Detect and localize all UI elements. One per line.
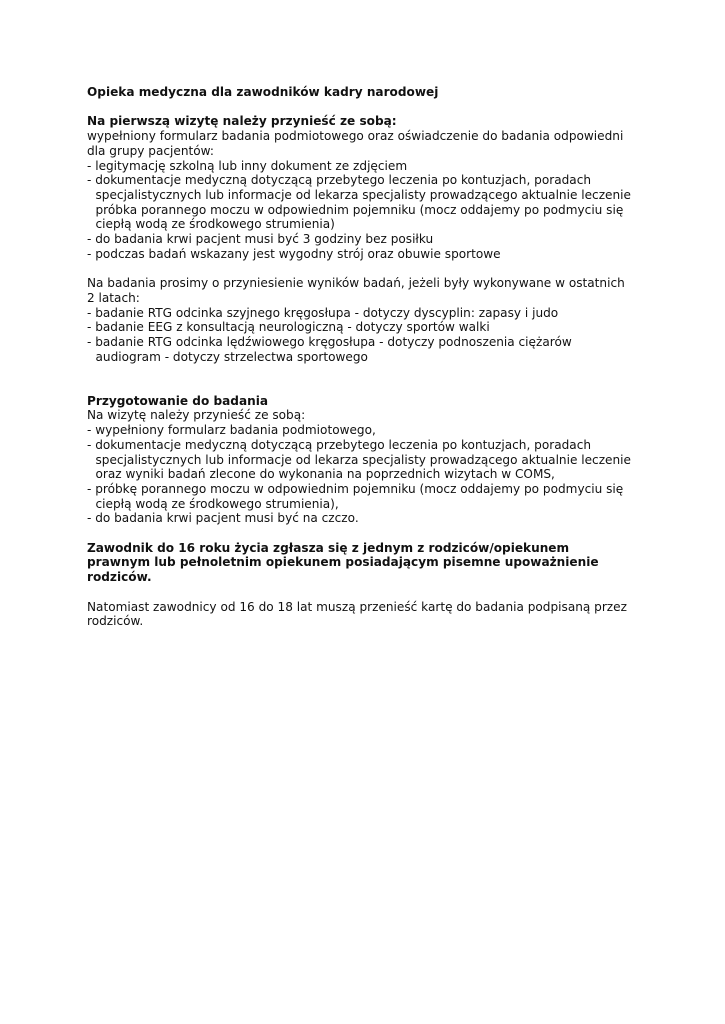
section3-list-item-continuation: ciepłą wodą ze środkowego strumienia), (95, 496, 339, 511)
section1-heading: Na pierwszą wizytę należy przynieść ze sobą: (87, 114, 397, 129)
guardian-notice-line: prawnym lub pełnoletnim opiekunem posiadającym pisemne upoważnienie (87, 555, 599, 570)
section2-list-item: - badanie EEG z konsultacją neurologiczną - dotyczy sportów walki (87, 320, 490, 335)
section3-list-item: - dokumentacje medyczną dotyczącą przebytego leczenia po kontuzjach, poradach (87, 437, 592, 452)
section3-list-item: - wypełniony formularz badania podmiotowego, (87, 423, 376, 438)
section2-list-item: - badanie RTG odcinka lędźwiowego kręgosłupa - dotyczy podnoszenia ciężarów (87, 334, 572, 349)
section3-list-item: - do badania krwi pacjent musi być na czczo. (87, 511, 359, 526)
section2-list-item: - badanie RTG odcinka szyjnego kręgosłupa - dotyczy dyscyplin: zapasy i judo (87, 305, 559, 320)
section3-intro: Na wizytę należy przynieść ze sobą: (87, 408, 306, 423)
section1-list-item: - dokumentacje medyczną dotyczącą przebytego leczenia po kontuzjach, poradach (87, 173, 592, 188)
section1-list-item: - legitymację szkolną lub inny dokument ze zdjęciem (87, 158, 408, 173)
section2-intro-line: 2 latach: (87, 290, 140, 305)
section1-intro-line: dla grupy pacjentów: (87, 143, 214, 158)
section3-list-item: - próbkę porannego moczu w odpowiednim pojemniku (mocz oddajemy po podmyciu się (87, 481, 624, 496)
document-title: Opieka medyczna dla zawodników kadry narodowej (87, 85, 439, 99)
closing-line: Natomiast zawodnicy od 16 do 18 lat muszą przenieść kartę do badania podpisaną przez (87, 599, 627, 614)
section3-list-item-continuation: oraz wyniki badań zlecone do wykonania na poprzednich wizytach w COMS, (95, 467, 555, 482)
section1-list-item-continuation: specjalistycznych lub informacje od lekarza specjalisty prowadzącego aktualnie leczenie (95, 187, 631, 202)
section3-heading: Przygotowanie do badania (87, 393, 269, 408)
guardian-notice-line: rodziców. (87, 570, 152, 585)
guardian-notice-line: Zawodnik do 16 roku życia zgłasza się z jednym z rodziców/opiekunem (87, 540, 570, 555)
section1-list-item-continuation: ciepłą wodą ze środkowego strumienia) (95, 217, 335, 232)
document-page (87, 85, 647, 629)
section2-intro-line: Na badania prosimy o przyniesienie wyników badań, jeżeli były wykonywane w ostatnich (87, 276, 625, 291)
closing-line: rodziców. (87, 614, 144, 629)
section1-list-item-continuation: próbka porannego moczu w odpowiednim pojemniku (mocz oddajemy po podmyciu się (95, 202, 624, 217)
section1-intro-line: wypełniony formularz badania podmiotowego oraz oświadczenie do badania odpowiedni (87, 129, 624, 144)
section1-list-item: - podczas badań wskazany jest wygodny strój oraz obuwie sportowe (87, 246, 501, 261)
section2-list-item-continuation: audiogram - dotyczy strzelectwa sportowego (95, 349, 368, 364)
section3-list-item-continuation: specjalistycznych lub informacje od lekarza specjalisty prowadzącego aktualnie leczenie (95, 452, 631, 467)
section1-list-item: - do badania krwi pacjent musi być 3 godziny bez posiłku (87, 232, 434, 247)
